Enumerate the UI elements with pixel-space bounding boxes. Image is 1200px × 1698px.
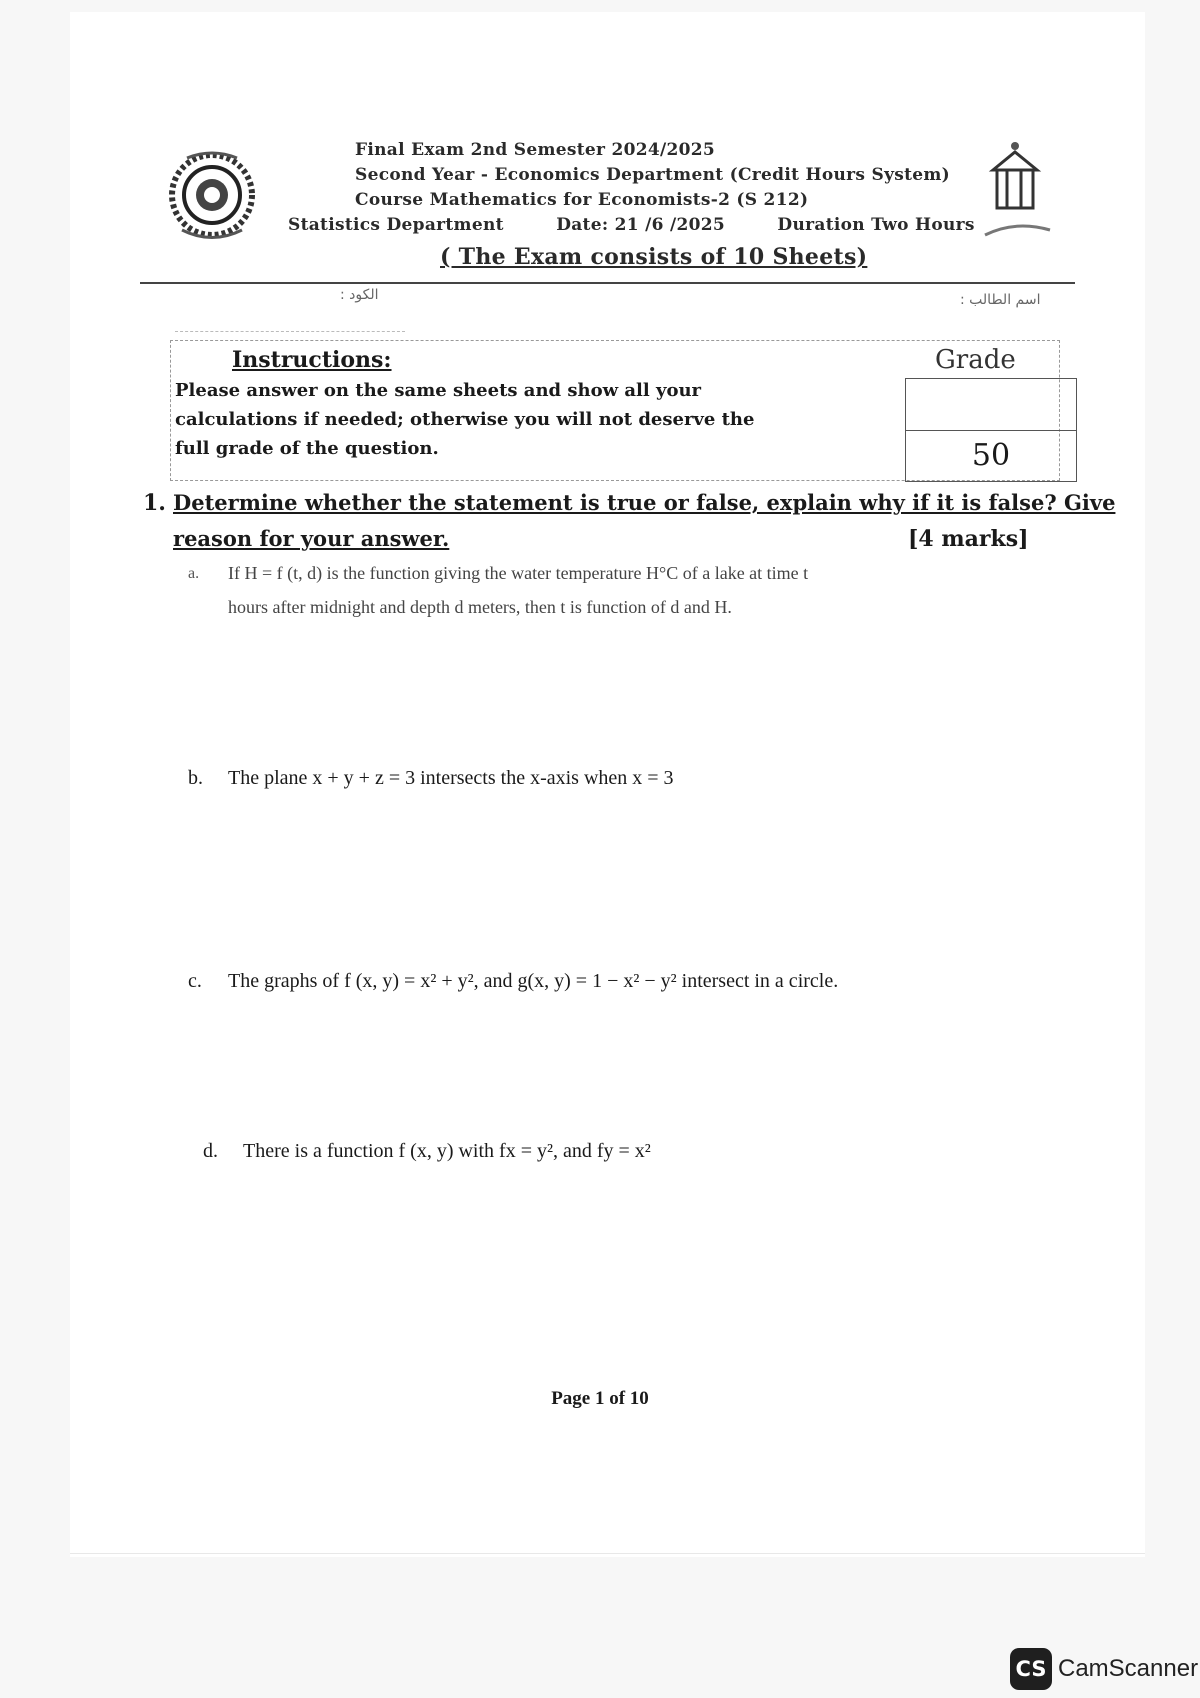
page-number: Page 1 of 10: [551, 1388, 649, 1409]
exam-duration: Duration Two Hours: [777, 215, 975, 235]
student-name-label: اسم الطالب :: [960, 292, 1041, 308]
camscanner-text: CamScanner: [1058, 1655, 1199, 1682]
exam-meta-line: [288, 215, 975, 235]
department-line: Second Year - Economics Department (Credit Hours System): [355, 165, 951, 185]
grade-value: 50: [971, 438, 1011, 473]
faint-rule: [175, 331, 405, 332]
exam-title-line: Final Exam 2nd Semester 2024/2025: [355, 140, 716, 160]
instructions-title: Instructions:: [232, 347, 392, 373]
header-divider: [140, 282, 1075, 284]
instructions-text: Please answer on the same sheets and show all your calculations if needed; otherwise you will not deserve the full grade of the question.: [175, 380, 755, 459]
page-fold-edge: [70, 1553, 1145, 1561]
grade-label: Grade: [935, 345, 1016, 375]
exam-date: Date: 21 /6 /2025: [556, 215, 725, 235]
student-code-label: الكود :: [340, 287, 379, 303]
item-b-label: b.: [188, 767, 203, 789]
question-prompt-line1: Determine whether the statement is true or false, explain why if it is false? Give: [173, 490, 1116, 515]
item-c-label: c.: [188, 970, 202, 992]
item-a-line1: If H = f (t, d) is the function giving the water temperature H°C of a lake at time t: [228, 563, 809, 583]
course-line: Course Mathematics for Economists-2 (S 212): [355, 190, 809, 210]
item-c-text: The graphs of f (x, y) = x² + y², and g(x, y) = 1 − x² − y² intersect in a circle.: [228, 970, 839, 992]
item-b-text: The plane x + y + z = 3 intersects the x-axis when x = 3: [228, 767, 674, 789]
sheets-note: ( The Exam consists of 10 Sheets): [440, 244, 868, 270]
camscanner-logo-icon: CS: [1010, 1648, 1052, 1690]
item-a-line2: hours after midnight and depth d meters, then t is function of d and H.: [228, 597, 732, 617]
university-logo-icon: [162, 140, 262, 250]
camscanner-watermark: [1010, 1647, 1198, 1691]
item-c: [188, 970, 838, 993]
question-marks: [4 marks]: [908, 526, 1029, 552]
grade-divider: [905, 430, 1077, 431]
item-d-label: d.: [203, 1140, 218, 1162]
question-number: 1.: [143, 490, 166, 516]
faculty-logo-icon: [975, 140, 1060, 255]
department-name: Statistics Department: [288, 215, 504, 235]
question-prompt-line2: reason for your answer.: [173, 526, 450, 551]
item-d: [203, 1140, 651, 1163]
item-a-label: a.: [188, 565, 200, 582]
item-d-text: There is a function f (x, y) with fx = y², and fy = x²: [243, 1140, 651, 1162]
item-b: [188, 767, 674, 790]
